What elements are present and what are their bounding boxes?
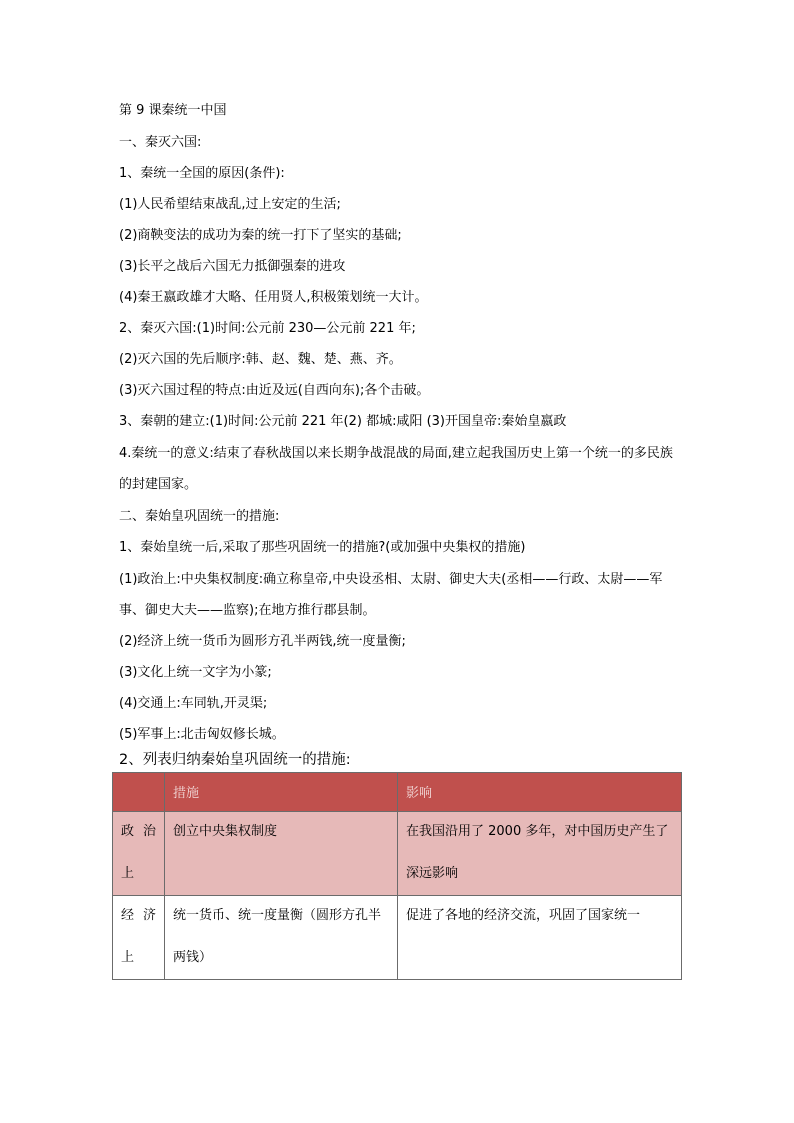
table-header-cell: 措施: [165, 773, 398, 812]
paragraph: (2)经济上统一货币为圆形方孔半两钱,统一度量衡;: [119, 634, 406, 649]
paragraph: (5)军事上:北击匈奴修长城。: [119, 727, 285, 742]
table-caption: 2、列表归纳秦始皇巩固统一的措施:: [119, 752, 351, 768]
table-cell-label: [113, 812, 165, 896]
table-header-cell: [113, 773, 165, 812]
paragraph: (3)灭六国过程的特点:由近及远(自西向东);各个击破。: [119, 383, 430, 398]
paragraph: (4)交通上:车同轨,开灵渠;: [119, 696, 268, 711]
section-heading-1: 一、秦灭六国:: [119, 135, 202, 150]
paragraph: (3)文化上统一文字为小篆;: [119, 665, 272, 680]
paragraph: 1、秦始皇统一后,采取了那些巩固统一的措施?(或加强中央集权的措施): [119, 540, 526, 555]
table-cell: [398, 812, 682, 896]
table-row: [113, 812, 682, 896]
row-label: 政治上: [121, 824, 156, 881]
paragraph: (1)政治上:中央集权制度:确立称皇帝,中央设丞相、太尉、御史大夫(丞相——行政、太尉——军事、御史大夫——监察);在地方推行郡县制。: [119, 572, 663, 618]
table-header-row: [113, 773, 682, 812]
impact-text: 在我国沿用了 2000 多年，对中国历史产生了深远影响: [406, 824, 669, 881]
paragraph: (2)灭六国的先后顺序:韩、赵、魏、楚、燕、齐。: [119, 352, 402, 367]
section-heading-2: 二、秦始皇巩固统一的措施:: [119, 509, 280, 524]
paragraph: (1)人民希望结束战乱,过上安定的生活;: [119, 197, 341, 212]
measure-text: 创立中央集权制度: [173, 824, 278, 839]
paragraph: 3、秦朝的建立:(1)时间:公元前 221 年(2) 都城:咸阳 (3)开国皇帝:秦始皇嬴政: [119, 414, 567, 429]
row-label: 经济上: [121, 908, 156, 965]
measures-table: [112, 772, 682, 980]
paragraph: 2、秦灭六国:(1)时间:公元前 230—公元前 221 年;: [119, 321, 416, 336]
impact-text: 促进了各地的经济交流，巩固了国家统一: [406, 908, 641, 923]
paragraph: 1、秦统一全国的原因(条件):: [119, 166, 285, 181]
paragraph: (2)商鞅变法的成功为秦的统一打下了坚实的基础;: [119, 228, 402, 243]
table-header-cell: 影响: [398, 773, 682, 812]
table-cell: [165, 896, 398, 980]
paragraph: (3)长平之战后六国无力抵御强秦的进攻: [119, 259, 346, 274]
table-cell-label: [113, 896, 165, 980]
table-cell: [165, 812, 398, 896]
paragraph: (4)秦王嬴政雄才大略、任用贤人,积极策划统一大计。: [119, 290, 428, 305]
lesson-title: 第 9 课秦统一中国: [119, 103, 227, 118]
paragraph: 4.秦统一的意义:结束了春秋战国以来长期争战混战的局面,建立起我国历史上第一个统一的多民族的封建国家。: [119, 446, 673, 492]
measure-text: 统一货币、统一度量衡（圆形方孔半两钱）: [173, 908, 382, 965]
table-row: [113, 896, 682, 980]
table-cell: [398, 896, 682, 980]
